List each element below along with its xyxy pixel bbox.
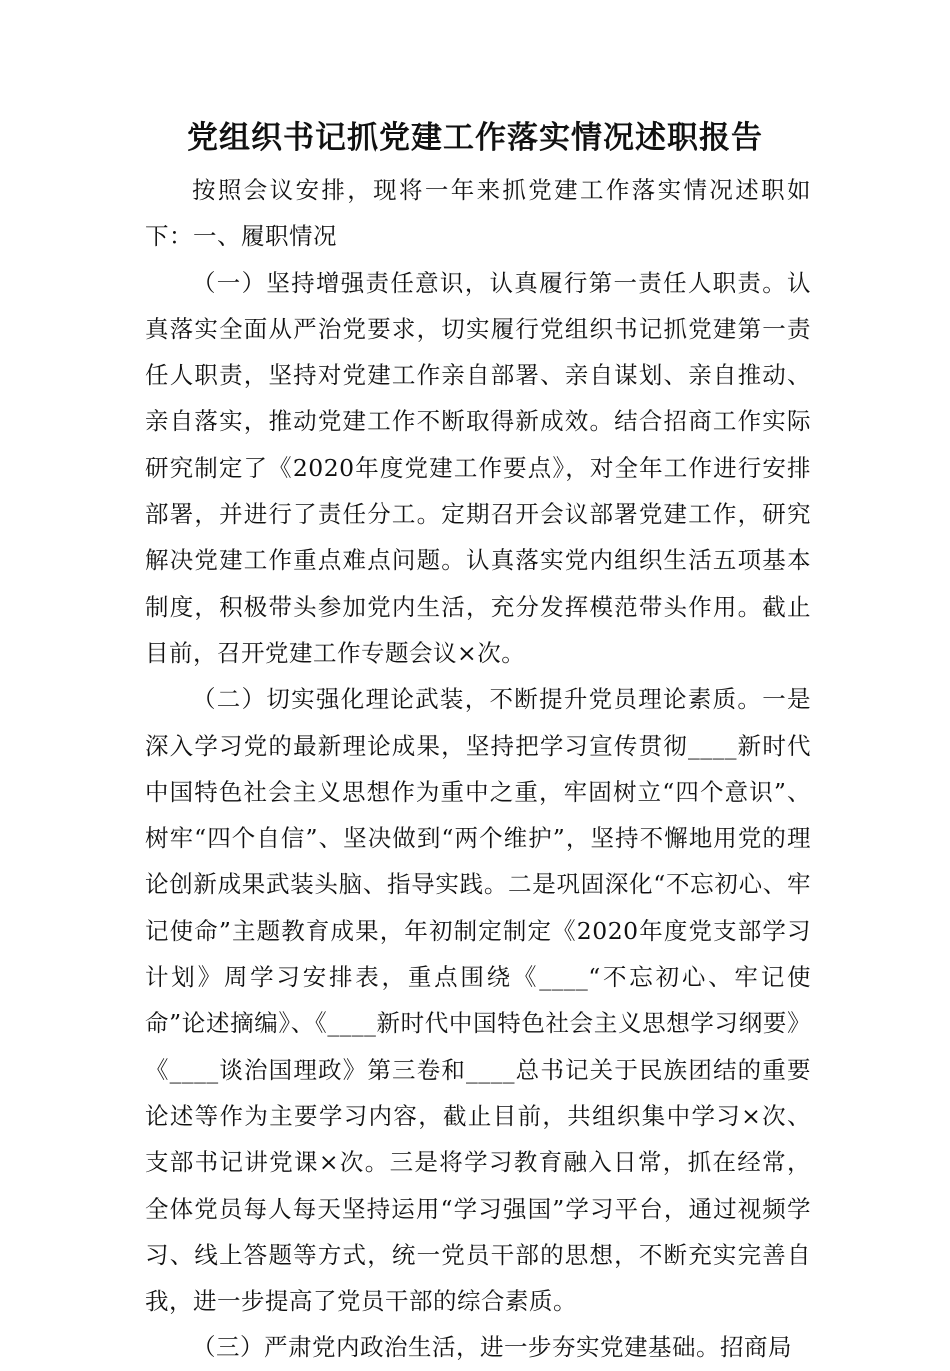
document-body: [145, 167, 811, 1371]
paragraph-intro: 按照会议安排，现将一年来抓党建工作落实情况述职如下：一、履职情况: [145, 176, 811, 251]
paragraph-section-3: （三）严肃党内政治生活，进一步夯实党建基础。招商局: [192, 1333, 792, 1362]
document-title: 党组织书记抓党建工作落实情况述职报告: [187, 120, 763, 156]
paragraph-section-2: （二）切实强化理论武装，不断提升党员理论素质。一是深入学习党的最新理论成果，坚持把学习宣传贯彻____新时代中国特色社会主义思想作为重中之重，牢固树立“四个意识”、树牢“四个自信”、坚决做到“两个维护”，坚持不懈地用党的理论创新成果武装头脑、指导实践。二是巩固深化“不忘初心、牢记使命”主题教育成果，年初制定制定《2020年度党支部学习计划》周学习安排表，重点围绕《____“不忘初心、牢记使命”论述摘编》、《____新时代中国特色社会主义思想学习纲要》《____谈治国理政》第三卷和____总书记关于民族团结的重要论述等作为主要学习内容，截止目前，共组织集中学习×次、支部书记讲党课×次。三是将学习教育融入日常，抓在经常，全体党员每人每天坚持运用“学习强国”学习平台，通过视频学习、线上答题等方式，统一党员干部的思想，不断充实完善自我，进一步提高了党员干部的综合素质。: [145, 685, 811, 1316]
paragraph-section-1: （一）坚持增强责任意识，认真履行第一责任人职责。认真落实全面从严治党要求，切实履行党组织书记抓党建第一责任人职责，坚持对党建工作亲自部署、亲自谋划、亲自推动、亲自落实，推动党建工作不断取得新成效。结合招商工作实际研究制定了《2020年度党建工作要点》，对全年工作进行安排部署，并进行了责任分工。定期召开会议部署党建工作，研究解决党建工作重点难点问题。认真落实党内组织生活五项基本制度，积极带头参加党内生活，充分发挥模范带头作用。截止目前，召开党建工作专题会议×次。: [145, 268, 811, 667]
